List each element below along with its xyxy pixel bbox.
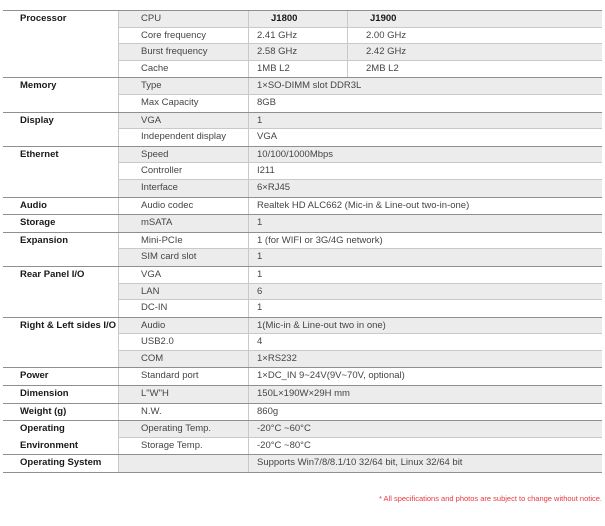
category-cell: Right & Left sides I/O — [20, 319, 117, 331]
row-detail — [118, 421, 602, 438]
spec-group — [3, 214, 602, 232]
value-cell: -20°C ~60°C — [257, 423, 311, 435]
category-cell: Display — [20, 114, 54, 126]
spec-group — [3, 266, 602, 317]
spec-group — [3, 403, 602, 421]
table-row — [3, 61, 602, 78]
row-detail — [118, 78, 602, 95]
category-cell — [3, 61, 118, 78]
table-row — [3, 300, 602, 317]
attribute-cell: Operating Temp. — [119, 421, 249, 438]
category-cell: Weight (g) — [20, 405, 67, 417]
value-cell: 860g — [257, 405, 279, 417]
row-detail — [118, 404, 602, 421]
row-detail — [118, 27, 602, 45]
table-row — [3, 180, 602, 197]
row-detail — [118, 299, 602, 317]
row-detail — [118, 386, 602, 403]
attribute-cell: Mini-PCIe — [119, 233, 249, 250]
spec-group — [3, 420, 602, 454]
value-cell: 8GB — [257, 96, 277, 108]
attribute-cell: L"W"H — [119, 386, 249, 403]
spec-group — [3, 232, 602, 266]
category-cell — [3, 180, 118, 197]
spec-group — [3, 146, 602, 197]
value-cell-j1800: J1800 — [249, 11, 348, 28]
category-cell: Expansion — [20, 234, 69, 246]
row-detail — [118, 147, 602, 164]
attribute-cell: Cache — [119, 61, 249, 78]
attribute-cell: DC-IN — [119, 300, 249, 317]
row-detail — [118, 318, 602, 335]
attribute-cell: Audio codec — [119, 198, 249, 215]
row-detail — [118, 267, 602, 284]
value-cell: 1(Mic-in & Line-out two in one) — [257, 319, 386, 331]
attribute-cell: VGA — [119, 113, 249, 130]
row-detail — [118, 11, 602, 28]
value-cell: 1 — [257, 217, 263, 229]
attribute-cell: USB2.0 — [119, 334, 249, 351]
attribute-cell: VGA — [119, 267, 249, 284]
table-row — [3, 44, 602, 61]
category-cell: Dimension — [20, 388, 69, 400]
category-cell: Memory — [20, 80, 57, 92]
category-cell — [3, 163, 118, 180]
category-cell: Operating System — [20, 457, 102, 469]
value-cell: 1 — [257, 114, 263, 126]
table-row — [3, 249, 602, 266]
table-row — [3, 404, 602, 421]
attribute-cell: Standard port — [119, 368, 249, 385]
table-row — [3, 198, 602, 215]
spec-group — [3, 197, 602, 215]
table-row — [3, 163, 602, 180]
category-cell — [3, 300, 118, 317]
value-cell: 4 — [257, 336, 263, 348]
value-cell: Realtek HD ALC662 (Mic-in & Line-out two-in-one) — [257, 199, 470, 211]
category-cell: Rear Panel I/O — [20, 268, 85, 280]
row-detail — [118, 60, 602, 78]
value-cell: 1 — [257, 251, 263, 263]
attribute-cell: Speed — [119, 147, 249, 164]
row-detail — [118, 43, 602, 61]
value-cell: 1 — [257, 302, 263, 314]
table-row — [3, 113, 602, 130]
row-detail — [118, 198, 602, 215]
spec-group — [3, 112, 602, 146]
row-detail — [118, 128, 602, 146]
value-cell: -20°C ~80°C — [257, 439, 311, 451]
attribute-cell: CPU — [119, 11, 249, 28]
spec-group — [3, 454, 602, 472]
value-cell: 1 — [257, 268, 263, 280]
row-detail — [118, 113, 602, 130]
value-cell: Supports Win7/8/8.1/10 32/64 bit, Linux 32/64 bit — [257, 457, 463, 469]
table-row — [3, 318, 602, 335]
row-detail — [118, 333, 602, 351]
category-cell — [3, 249, 118, 266]
attribute-cell: Storage Temp. — [119, 438, 249, 455]
value-cell: 10/100/1000Mbps — [257, 148, 334, 160]
spec-group — [3, 11, 602, 77]
value-cell: VGA — [257, 131, 278, 143]
table-row — [3, 421, 602, 438]
table-row — [3, 11, 602, 28]
value-cell-j1900: 2MB L2 — [366, 62, 399, 74]
table-row — [3, 455, 602, 472]
category-cell: Ethernet — [20, 148, 59, 160]
value-cell-j1900: 2.00 GHz — [366, 29, 407, 41]
table-row — [3, 147, 602, 164]
footnote: * All specifications and photos are subject to change without notice. — [378, 494, 602, 503]
category-cell: Environment — [20, 439, 79, 451]
category-cell — [3, 95, 118, 112]
category-cell: Processor — [20, 13, 67, 24]
row-detail — [118, 162, 602, 180]
attribute-cell: Independent display — [119, 129, 249, 146]
spec-group — [3, 317, 602, 368]
spec-group — [3, 367, 602, 385]
attribute-cell — [119, 455, 249, 472]
row-detail — [118, 350, 602, 368]
spec-group — [3, 385, 602, 403]
attribute-cell: Interface — [119, 180, 249, 197]
table-row — [3, 129, 602, 146]
attribute-cell: N.W. — [119, 404, 249, 421]
attribute-cell: SIM card slot — [119, 249, 249, 266]
table-row — [3, 386, 602, 403]
table-row — [3, 28, 602, 45]
attribute-cell: Type — [119, 78, 249, 95]
attribute-cell: COM — [119, 351, 249, 368]
value-cell: 1×DC_IN 9~24V(9V~70V, optional) — [257, 370, 405, 382]
attribute-cell: Audio — [119, 318, 249, 335]
spec-group — [3, 77, 602, 111]
spec-table — [3, 10, 602, 473]
table-row — [3, 233, 602, 250]
value-cell: 1×SO-DIMM slot DDR3L — [257, 80, 362, 92]
value-cell-j1800: 2.41 GHz — [249, 28, 348, 45]
attribute-cell: Controller — [119, 163, 249, 180]
table-row — [3, 78, 602, 95]
row-detail — [118, 248, 602, 266]
value-cell-j1900: 2.42 GHz — [366, 46, 407, 58]
category-cell — [3, 44, 118, 61]
table-row — [3, 334, 602, 351]
category-cell: Storage — [20, 217, 56, 229]
category-cell — [3, 129, 118, 146]
table-row — [3, 368, 602, 385]
category-cell — [3, 284, 118, 301]
value-cell: 1×RS232 — [257, 352, 297, 364]
category-cell — [3, 28, 118, 45]
row-detail — [118, 368, 602, 385]
value-cell: 6 — [257, 285, 263, 297]
value-cell: 150L×190W×29H mm — [257, 388, 350, 400]
table-row — [3, 267, 602, 284]
category-cell — [3, 351, 118, 368]
row-detail — [118, 215, 602, 232]
attribute-cell: LAN — [119, 284, 249, 301]
table-row — [3, 95, 602, 112]
category-cell: Operating — [20, 423, 65, 435]
row-detail — [118, 233, 602, 250]
row-detail — [118, 437, 602, 455]
category-cell — [3, 334, 118, 351]
value-cell-j1900: J1900 — [370, 13, 397, 24]
value-cell: 1 (for WIFI or 3G/4G network) — [257, 234, 383, 246]
table-row — [3, 284, 602, 301]
attribute-cell: mSATA — [119, 215, 249, 232]
category-cell: Power — [20, 370, 49, 382]
table-row — [3, 215, 602, 232]
value-cell: 6×RJ45 — [257, 181, 291, 193]
row-detail — [118, 179, 602, 197]
value-cell: I211 — [257, 165, 275, 177]
table-row — [3, 351, 602, 368]
table-row — [3, 438, 602, 455]
attribute-cell: Max Capacity — [119, 95, 249, 112]
row-detail — [118, 283, 602, 301]
value-cell-j1800: 1MB L2 — [249, 61, 348, 78]
attribute-cell: Core frequency — [119, 28, 249, 45]
value-cell-j1800: 2.58 GHz — [249, 44, 348, 61]
attribute-cell: Burst frequency — [119, 44, 249, 61]
row-detail — [118, 94, 602, 112]
category-cell: Audio — [20, 199, 47, 211]
row-detail — [118, 455, 602, 472]
